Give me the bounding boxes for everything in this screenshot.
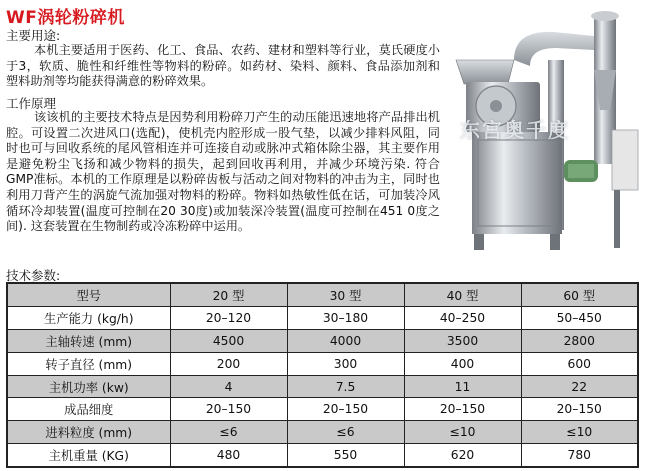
spec-heading: 技术参数: (6, 268, 61, 283)
table-cell: 20–120 (170, 306, 287, 329)
table-cell: ≤6 (287, 421, 404, 444)
header-cell-20: 20 型 (170, 283, 287, 306)
usage-paragraph: 本机主要适用于医药、化工、食品、农药、建材和塑料等行业，莫氏硬度小于3，软质、脆性和纤维性等物料的粉碎。如药材、染料、颜料、食品添加剂和塑料助剂等均能获得满意的粉碎效果。 (6, 43, 440, 89)
table-cell: 400 (404, 352, 521, 375)
table-cell: 50–450 (521, 306, 638, 329)
table-row (7, 306, 638, 329)
usage-heading: 主要用途: (6, 28, 61, 43)
table-cell: 780 (521, 444, 638, 467)
table-row (7, 398, 638, 421)
machine-photo (444, 10, 644, 254)
table-cell: ≤10 (404, 421, 521, 444)
table-cell: 30–180 (287, 306, 404, 329)
page-title: WF涡轮粉碎机 (6, 8, 125, 28)
header-cell-60: 60 型 (521, 283, 638, 306)
principle-paragraph: 该该机的主要技术特点是因势利用粉碎刀产生的动压能迅速地将产品排出机腔。可设置二次进风口(选配)，使机壳内腔形成一股气垫，以减少排料风阻，同时也可与回收系统的尾风管相连并可连接自动或脉冲式箱体除尘器，其主要作用是避免粉尘飞扬和减少物料的损失，起到回收再利用，并减少环境污染. 符合GMP准标。本机的工作原理是以粉碎齿板与活动之间对物料的冲击为主，同时也利用刀背产生的涡旋气流加强对物料的粉碎。物料如热敏性低在话，可加装冷风循环冷却装置(温度可控制在20 30度)或加装深冷装置(温度可控制在451 0度之间). 这套装置在生物制药或冷冻粉碎中运用。 (6, 110, 440, 234)
table-cell: 2800 (521, 329, 638, 352)
table-cell: 200 (170, 352, 287, 375)
table-row (7, 444, 638, 467)
table-cell: ≤10 (521, 421, 638, 444)
table-cell: 300 (287, 352, 404, 375)
table-header-row (7, 283, 638, 306)
table-cell: 4000 (287, 329, 404, 352)
table-cell: 550 (287, 444, 404, 467)
table-row (7, 421, 638, 444)
row-label: 主机重量 (KG) (7, 444, 170, 467)
table-cell: 11 (404, 375, 521, 398)
table-cell: 4 (170, 375, 287, 398)
row-label: 主轴转速 (mm) (7, 329, 170, 352)
row-label: 成品细度 (7, 398, 170, 421)
table-cell: 4500 (170, 329, 287, 352)
spec-table (6, 282, 639, 468)
table-cell: 600 (521, 352, 638, 375)
table-cell: 620 (404, 444, 521, 467)
table-cell: 20–150 (521, 398, 638, 421)
table-cell: 7.5 (287, 375, 404, 398)
table-cell: 20–150 (404, 398, 521, 421)
header-cell-40: 40 型 (404, 283, 521, 306)
watermark-text: 东宫奥千度 (460, 118, 570, 142)
table-row (7, 329, 638, 352)
row-label: 进料粒度 (mm) (7, 421, 170, 444)
table-row (7, 352, 638, 375)
table-cell: 20–150 (287, 398, 404, 421)
row-label: 主机功率 (kw) (7, 375, 170, 398)
table-cell: 480 (170, 444, 287, 467)
table-cell: 3500 (404, 329, 521, 352)
table-cell: 20–150 (170, 398, 287, 421)
header-cell-model: 型号 (7, 283, 170, 306)
row-label: 转子直径 (mm) (7, 352, 170, 375)
principle-heading: 工作原理 (6, 96, 57, 111)
table-cell: 40–250 (404, 306, 521, 329)
table-cell: 22 (521, 375, 638, 398)
header-cell-30: 30 型 (287, 283, 404, 306)
table-row (7, 375, 638, 398)
row-label: 生产能力 (kg/h) (7, 306, 170, 329)
table-cell: ≤6 (170, 421, 287, 444)
